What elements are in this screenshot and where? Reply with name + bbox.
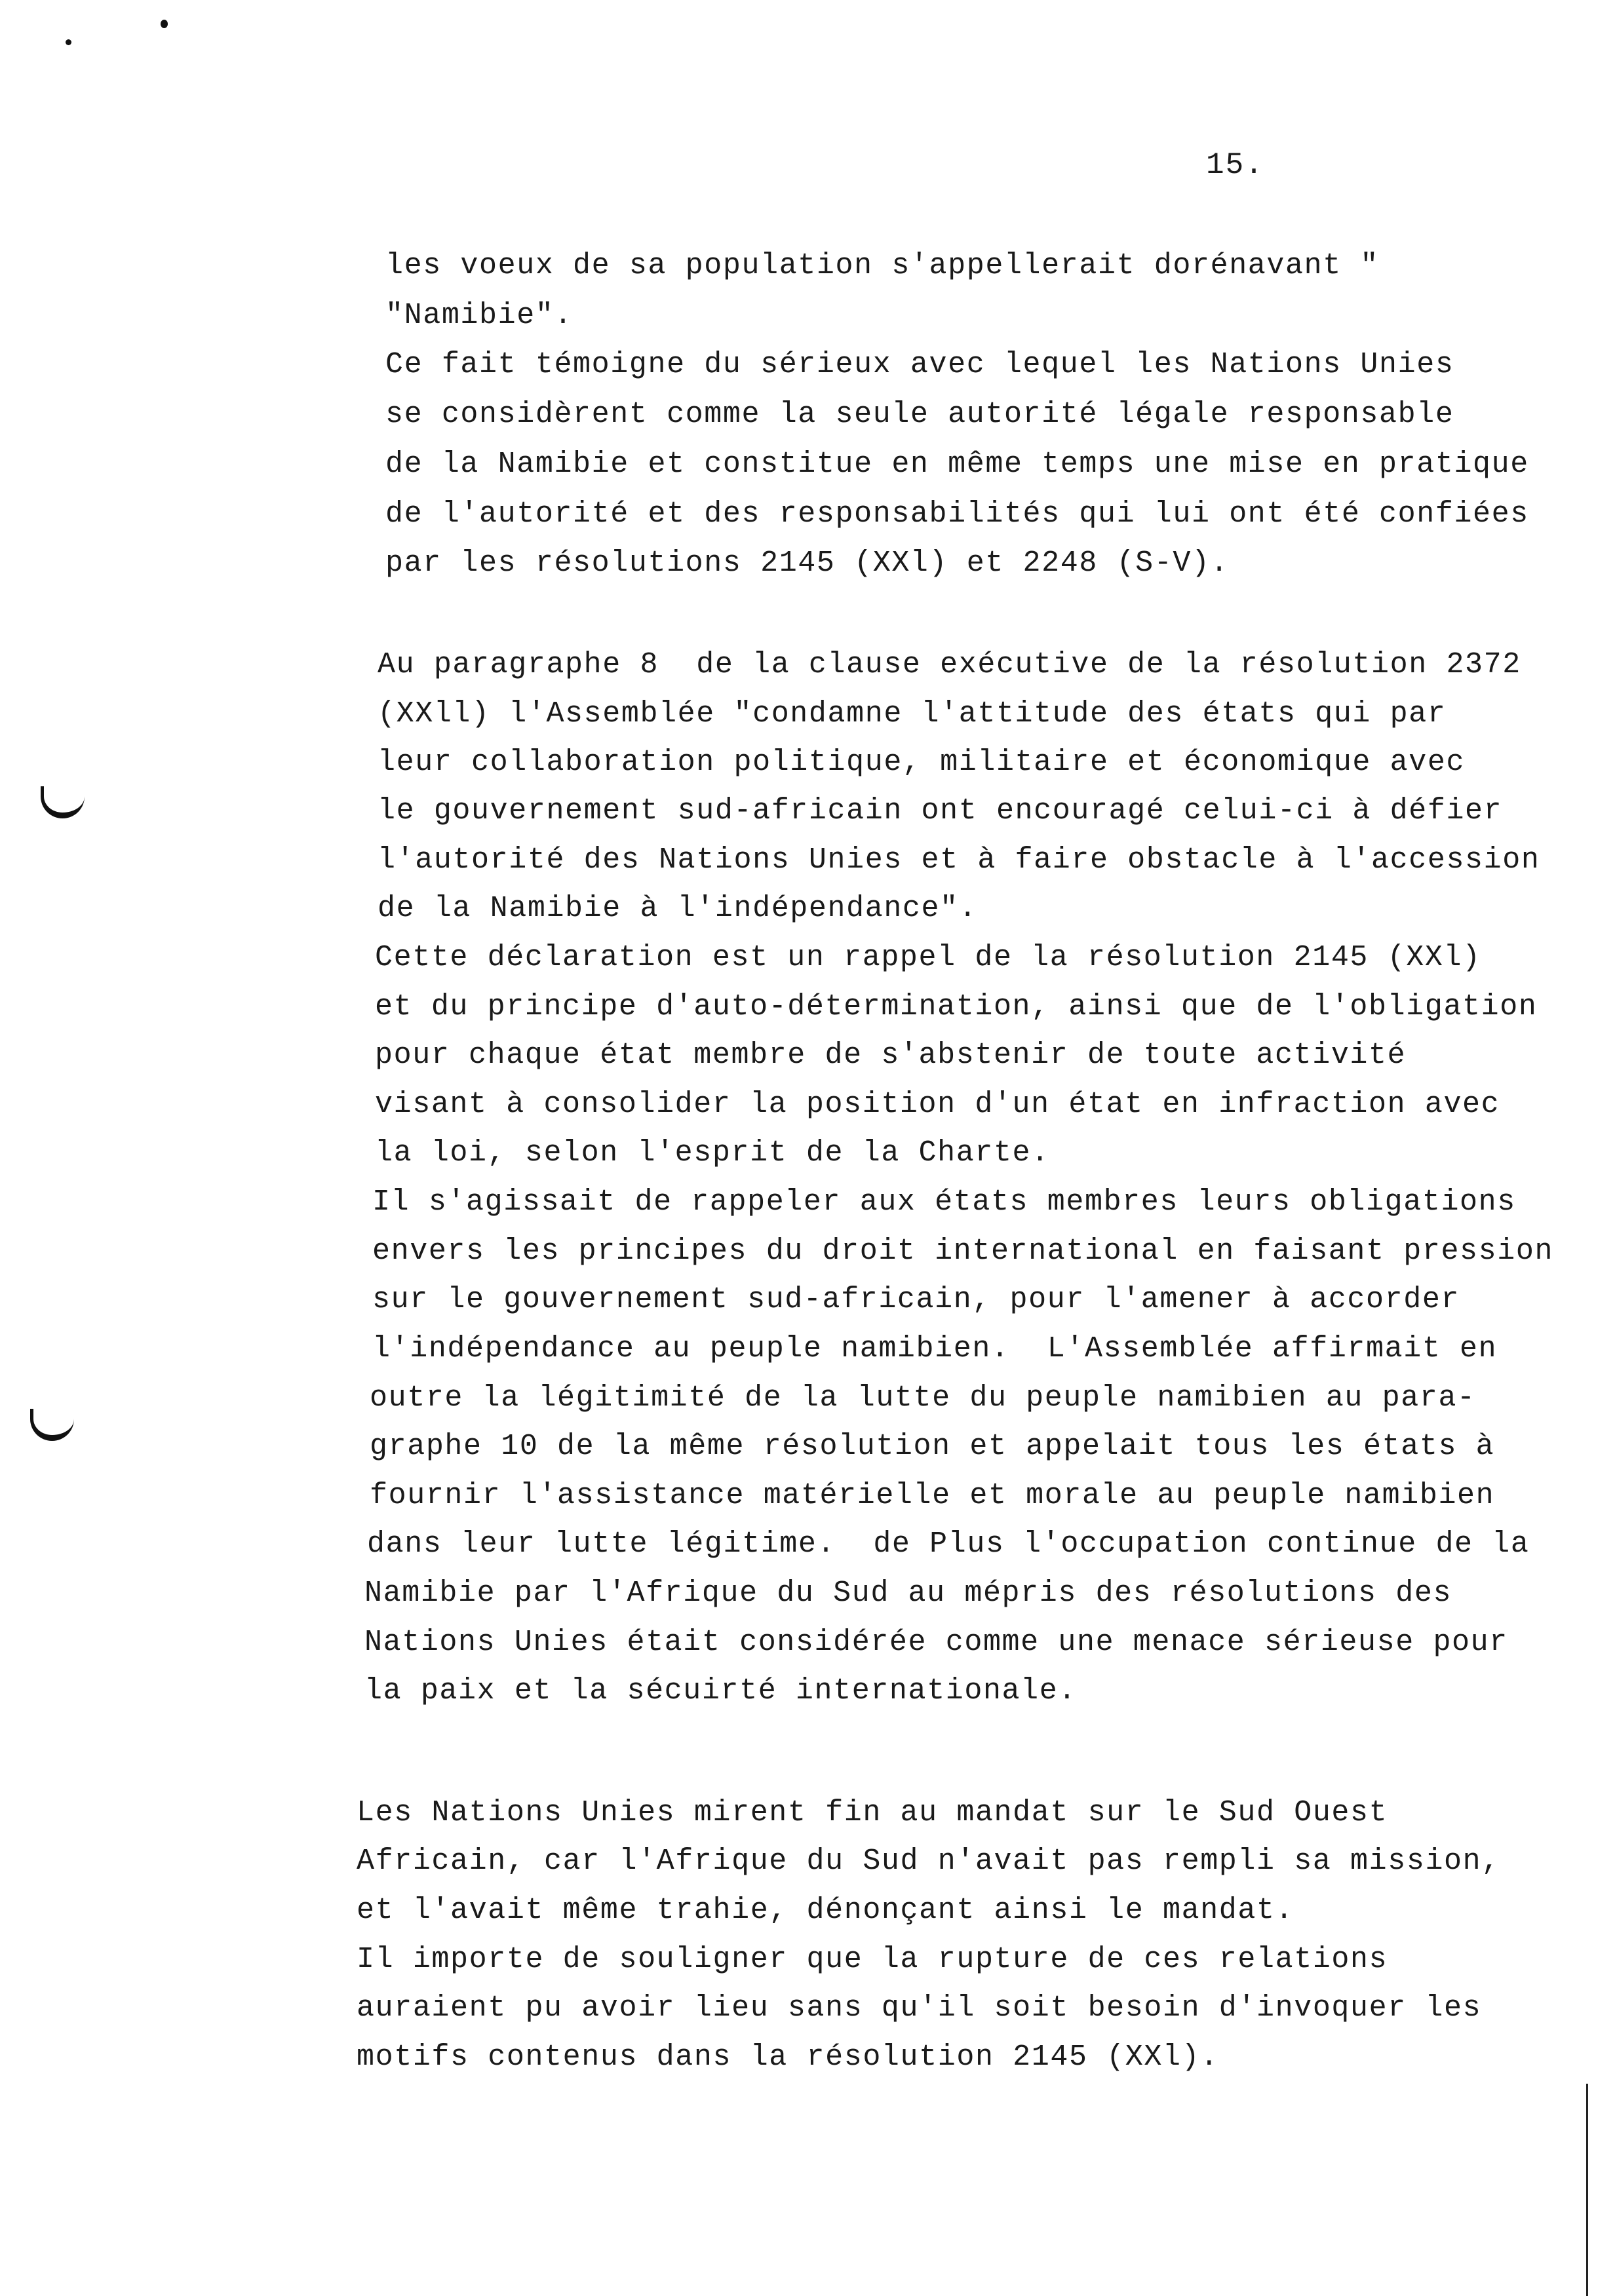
text-line: envers les principes du droit international en faisant pression — [372, 1234, 1554, 1268]
text-line: Il s'agissait de rappeler aux états membres leurs obligations — [372, 1185, 1516, 1219]
text-line: de l'autorité et des responsabilités qui lui ont été confiées — [385, 497, 1529, 531]
text-line: la loi, selon l'esprit de la Charte. — [375, 1136, 1050, 1170]
punch-hole-mark — [41, 786, 85, 818]
text-line: et du principe d'auto-détermination, ainsi que de l'obligation — [375, 990, 1538, 1024]
page-edge-line — [1586, 2084, 1588, 2296]
punch-hole-mark — [30, 1409, 74, 1441]
text-line: et l'avait même trahie, dénonçant ainsi le mandat. — [357, 1894, 1294, 1927]
text-line: l'indépendance au peuple namibien. L'Assemblée affirmait en — [372, 1332, 1498, 1366]
text-line: Ce fait témoigne du sérieux avec lequel les Nations Unies — [385, 348, 1454, 381]
text-line: sur le gouvernement sud-africain, pour l'amener à accorder — [372, 1283, 1460, 1316]
scan-speck-dot — [66, 39, 71, 45]
text-line: graphe 10 de la même résolution et appelait tous les états à — [370, 1430, 1495, 1463]
text-line: fournir l'assistance matérielle et morale au peuple namibien — [370, 1479, 1495, 1512]
text-line: Africain, car l'Afrique du Sud n'avait pas rempli sa mission, — [357, 1845, 1500, 1878]
text-line: le gouvernement sud-africain ont encouragé celui-ci à défier — [378, 794, 1503, 828]
text-line: les voeux de sa population s'appellerait dorénavant " — [385, 249, 1380, 282]
text-line: Les Nations Unies mirent fin au mandat sur le Sud Ouest — [357, 1796, 1388, 1829]
text-line: (XXll) l'Assemblée "condamne l'attitude des états qui par — [378, 697, 1447, 731]
text-line: par les résolutions 2145 (XXl) et 2248 (S-V). — [385, 546, 1230, 580]
text-line: visant à consolider la position d'un état en infraction avec — [375, 1088, 1500, 1121]
text-line: "Namibie". — [385, 299, 574, 332]
scan-speck-dot — [161, 20, 168, 28]
text-line: outre la légitimité de la lutte du peuple namibien au para- — [370, 1381, 1476, 1415]
text-line: motifs contenus dans la résolution 2145 (XXl). — [357, 2040, 1219, 2074]
text-line: dans leur lutte légitime. de Plus l'occupation continue de la — [367, 1527, 1530, 1561]
text-line: se considèrent comme la seule autorité légale responsable — [385, 398, 1454, 431]
text-line: Namibie par l'Afrique du Sud au mépris des résolutions des — [364, 1577, 1452, 1610]
text-line: pour chaque état membre de s'abstenir de toute activité — [375, 1039, 1407, 1072]
text-line: Cette déclaration est un rappel de la résolution 2145 (XXl) — [375, 941, 1481, 974]
text-line: auraient pu avoir lieu sans qu'il soit besoin d'invoquer les — [357, 1991, 1482, 2025]
text-line: de la Namibie à l'indépendance". — [378, 892, 978, 925]
text-line: la paix et la sécuirté internationale. — [364, 1674, 1077, 1708]
page-number: 15. — [1206, 148, 1264, 182]
text-line: Au paragraphe 8 de la clause exécutive de la résolution 2372 — [378, 648, 1521, 681]
text-line: leur collaboration politique, militaire et économique avec — [378, 746, 1466, 779]
text-line: Il importe de souligner que la rupture de ces relations — [357, 1943, 1388, 1976]
text-line: l'autorité des Nations Unies et à faire obstacle à l'accession — [378, 843, 1540, 877]
text-line: Nations Unies était considérée comme une menace sérieuse pour — [364, 1626, 1508, 1659]
text-line: de la Namibie et constitue en même temps une mise en pratique — [385, 448, 1529, 481]
